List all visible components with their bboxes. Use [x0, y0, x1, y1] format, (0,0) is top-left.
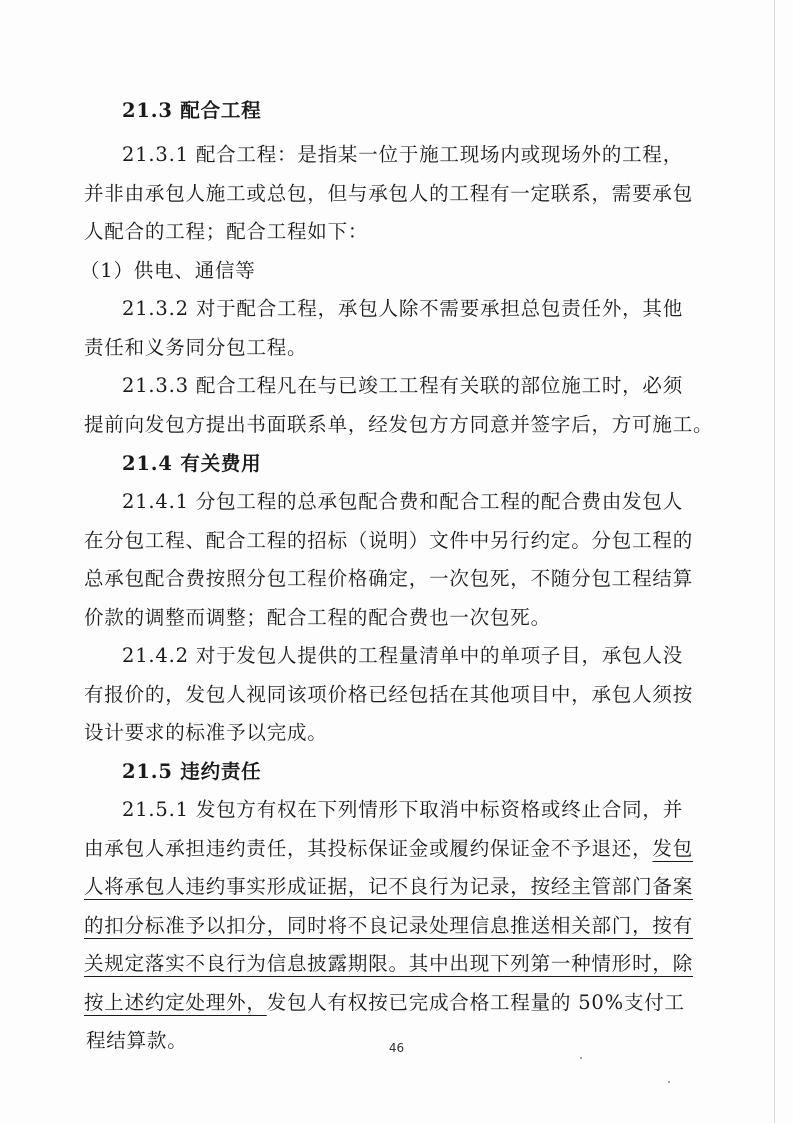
underlined-line: 关规定落实不良行为信息披露期限。其中出现下列第一种情形时，除 — [84, 952, 694, 975]
paragraph-line: 并非由承包人施工或总包，但与承包人的工程有一定联系，需要承包 — [84, 182, 694, 205]
paragraph-line: 提前向发包方提出书面联系单，经发包方方同意并签字后，方可施工。 — [84, 413, 714, 436]
section-heading-21-5: 21.5 违约责任 — [122, 760, 262, 783]
paragraph-line: 21.3.2 对于配合工程，承包人除不需要承担总包责任外，其他 — [122, 297, 684, 320]
paragraph-line: 21.4.1 分包工程的总承包配合费和配合工程的配合费由发包人 — [122, 490, 684, 513]
scan-speck — [580, 1057, 582, 1059]
section-heading-21-3: 21.3 配合工程 — [122, 99, 262, 122]
underlined-text: 按上述约定处理外， — [84, 991, 267, 1014]
section-heading-21-4: 21.4 有关费用 — [122, 452, 262, 475]
paragraph-line: 21.5.1 发包方有权在下列情形下取消中标资格或终止合同，并 — [122, 798, 684, 821]
paragraph-line: 设计要求的标准予以完成。 — [84, 721, 328, 744]
paragraph-line: 21.4.2 对于发包人提供的工程量清单中的单项子目，承包人没 — [122, 644, 684, 667]
plain-text: 发包人有权按已完成合格工程量的 50%支付工 — [266, 991, 685, 1014]
paragraph-line: 总承包配合费按照分包工程价格确定，一次包死，不随分包工程结算 — [84, 567, 694, 590]
paragraph-line: 有报价的，发包人视同该项价格已经包括在其他项目中，承包人须按 — [84, 683, 694, 706]
paragraph-line: 程结算款。 — [86, 1029, 188, 1052]
paragraph-line — [84, 991, 685, 1015]
page-number: 46 — [388, 1041, 405, 1055]
paragraph-line: 21.3.3 配合工程凡在与已竣工工程有关联的部位施工时，必须 — [122, 374, 684, 397]
paragraph-line: 价款的调整而调整；配合工程的配合费也一次包死。 — [84, 606, 551, 629]
paragraph-line: 责任和义务同分包工程。 — [84, 336, 308, 359]
paragraph-line: 在分包工程、配合工程的招标（说明）文件中另行约定。分包工程的 — [84, 529, 694, 552]
underlined-text: 发包 — [652, 837, 694, 860]
scan-edge — [774, 0, 775, 1123]
paragraph-line — [84, 837, 693, 861]
underlined-line: 人将承包人违约事实形成证据，记不良行为记录，按经主管部门备案 — [84, 875, 694, 898]
underlined-line: 的扣分标准予以扣分，同时将不良记录处理信息推送相关部门，按有 — [84, 914, 694, 937]
scan-speck — [668, 1081, 670, 1083]
plain-text: 由承包人承担违约责任，其投标保证金或履约保证金不予退还， — [84, 837, 653, 860]
list-item: （1）供电、通信等 — [80, 259, 256, 282]
paragraph-line: 21.3.1 配合工程：是指某一位于施工现场内或现场外的工程， — [122, 143, 684, 166]
paragraph-line: 人配合的工程；配合工程如下： — [84, 220, 369, 243]
